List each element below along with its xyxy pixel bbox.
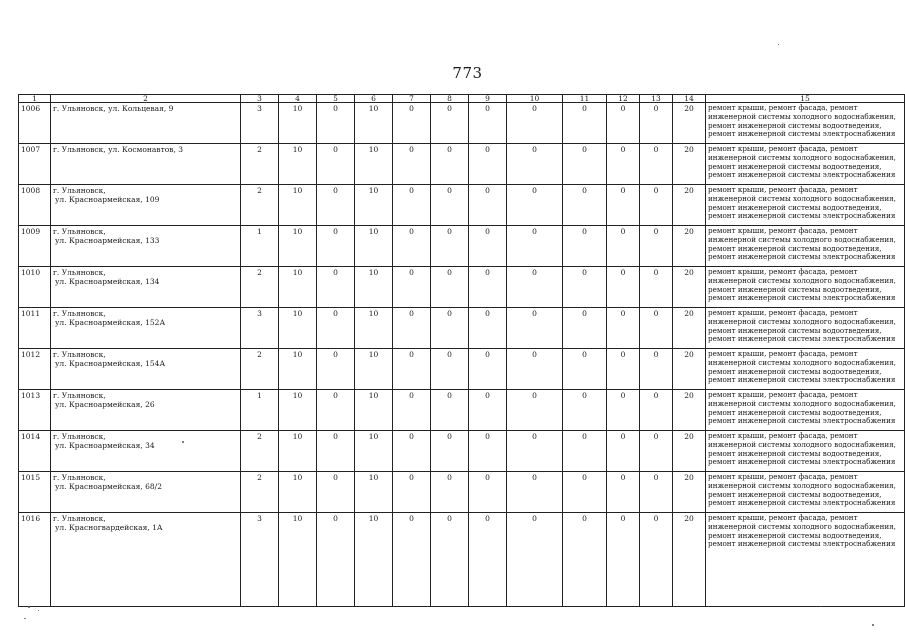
- value-cell-c6: 10: [355, 431, 393, 472]
- value-cell-c3: 1: [241, 390, 279, 431]
- value-cell-c8: 0: [431, 349, 469, 390]
- works-line: ремонт инженерной системы водоотведения,: [708, 284, 882, 294]
- value-cell-c14: 20: [673, 390, 706, 431]
- value-cell-c9: 0: [469, 472, 507, 513]
- value-cell-c10: 0: [507, 472, 563, 513]
- address-cell: [51, 267, 241, 308]
- column-header: 14: [673, 95, 706, 103]
- value-cell-c8: 0: [431, 267, 469, 308]
- value-cell-c4: 10: [279, 103, 317, 144]
- column-header: 5: [317, 95, 355, 103]
- value-cell-c11: 0: [563, 103, 607, 144]
- address-line: г. Ульяновск, ул. Кольцевая, 9: [53, 104, 174, 113]
- address-line: г. Ульяновск, ул. Космонавтов, 3: [53, 145, 184, 154]
- value-cell-c6: 10: [355, 513, 393, 607]
- value-cell-c10: 0: [507, 431, 563, 472]
- address-cell: [51, 349, 241, 390]
- value-cell-c13: 0: [640, 226, 673, 267]
- table-row: [19, 513, 905, 607]
- value-cell-c14: 20: [673, 308, 706, 349]
- table-row: [19, 308, 905, 349]
- works-line: ремонт инженерной системы электроснабжения: [708, 416, 896, 426]
- value-cell-c9: 0: [469, 390, 507, 431]
- row-number: 1009: [19, 226, 51, 267]
- value-cell-c9: 0: [469, 144, 507, 185]
- scan-speck: [872, 624, 874, 626]
- value-cell-c8: 0: [431, 472, 469, 513]
- value-cell-c10: 0: [507, 390, 563, 431]
- address-cell: [51, 472, 241, 513]
- works-cell: [706, 226, 905, 267]
- works-line: ремонт инженерной системы водоотведения,: [708, 407, 882, 417]
- column-header: 15: [706, 95, 905, 103]
- value-cell-c14: 20: [673, 431, 706, 472]
- value-cell-c8: 0: [431, 103, 469, 144]
- value-cell-c4: 10: [279, 431, 317, 472]
- works-line: ремонт крыши, ремонт фасада, ремонт: [708, 513, 858, 522]
- value-cell-c5: 0: [317, 390, 355, 431]
- value-cell-c3: 3: [241, 308, 279, 349]
- value-cell-c6: 10: [355, 472, 393, 513]
- address-line: г. Ульяновск,: [53, 473, 106, 482]
- value-cell-c14: 20: [673, 472, 706, 513]
- table-row: [19, 431, 905, 472]
- value-cell-c6: 10: [355, 390, 393, 431]
- address-line: г. Ульяновск,: [53, 227, 106, 236]
- works-line: инженерной системы холодного водоснабжения,: [708, 234, 896, 244]
- works-line: инженерной системы холодного водоснабжения,: [708, 193, 896, 203]
- address-line: ул. Красноармейская, 34: [55, 441, 155, 450]
- value-cell-c5: 0: [317, 226, 355, 267]
- scan-speck: [38, 610, 39, 611]
- works-line: инженерной системы холодного водоснабжения,: [708, 152, 896, 162]
- works-line: ремонт крыши, ремонт фасада, ремонт: [708, 226, 858, 235]
- value-cell-c3: 3: [241, 103, 279, 144]
- value-cell-c14: 20: [673, 349, 706, 390]
- works-line: ремонт инженерной системы водоотведения,: [708, 489, 882, 499]
- scan-speck: [182, 441, 184, 443]
- value-cell-c6: 10: [355, 349, 393, 390]
- works-line: ремонт инженерной системы водоотведения,: [708, 243, 882, 253]
- row-number: 1014: [19, 431, 51, 472]
- value-cell-c3: 1: [241, 226, 279, 267]
- works-line: ремонт крыши, ремонт фасада, ремонт: [708, 431, 858, 440]
- value-cell-c10: 0: [507, 226, 563, 267]
- page-number: 773: [452, 64, 483, 82]
- address-cell: [51, 226, 241, 267]
- value-cell-c7: 0: [393, 472, 431, 513]
- value-cell-c14: 20: [673, 103, 706, 144]
- value-cell-c13: 0: [640, 513, 673, 607]
- value-cell-c8: 0: [431, 390, 469, 431]
- works-line: инженерной системы холодного водоснабжения,: [708, 521, 896, 531]
- value-cell-c14: 20: [673, 185, 706, 226]
- value-cell-c9: 0: [469, 349, 507, 390]
- address-cell: [51, 308, 241, 349]
- column-header: 11: [563, 95, 607, 103]
- works-line: ремонт инженерной системы водоотведения,: [708, 448, 882, 458]
- value-cell-c6: 10: [355, 308, 393, 349]
- value-cell-c14: 20: [673, 144, 706, 185]
- works-line: ремонт инженерной системы водоотведения,: [708, 202, 882, 212]
- works-line: ремонт инженерной системы электроснабжения: [708, 539, 896, 549]
- works-cell: [706, 308, 905, 349]
- value-cell-c13: 0: [640, 472, 673, 513]
- value-cell-c7: 0: [393, 267, 431, 308]
- value-cell-c12: 0: [607, 308, 640, 349]
- value-cell-c14: 20: [673, 267, 706, 308]
- works-cell: [706, 472, 905, 513]
- works-cell: [706, 103, 905, 144]
- value-cell-c3: 2: [241, 472, 279, 513]
- value-cell-c9: 0: [469, 226, 507, 267]
- value-cell-c4: 10: [279, 390, 317, 431]
- works-cell: [706, 513, 905, 607]
- works-line: инженерной системы холодного водоснабжения,: [708, 316, 896, 326]
- value-cell-c9: 0: [469, 308, 507, 349]
- value-cell-c8: 0: [431, 308, 469, 349]
- value-cell-c10: 0: [507, 513, 563, 607]
- column-header: 7: [393, 95, 431, 103]
- address-cell: [51, 431, 241, 472]
- value-cell-c7: 0: [393, 431, 431, 472]
- works-line: ремонт крыши, ремонт фасада, ремонт: [708, 185, 858, 194]
- address-cell: [51, 185, 241, 226]
- scan-speck: [820, 606, 821, 607]
- column-header: 1: [19, 95, 51, 103]
- value-cell-c4: 10: [279, 308, 317, 349]
- row-number: 1013: [19, 390, 51, 431]
- value-cell-c13: 0: [640, 431, 673, 472]
- column-header: 8: [431, 95, 469, 103]
- value-cell-c10: 0: [507, 103, 563, 144]
- value-cell-c11: 0: [563, 185, 607, 226]
- column-header: 6: [355, 95, 393, 103]
- column-header: 12: [607, 95, 640, 103]
- value-cell-c7: 0: [393, 349, 431, 390]
- value-cell-c3: 2: [241, 185, 279, 226]
- value-cell-c12: 0: [607, 267, 640, 308]
- value-cell-c4: 10: [279, 267, 317, 308]
- value-cell-c4: 10: [279, 472, 317, 513]
- works-line: ремонт инженерной системы электроснабжения: [708, 293, 896, 303]
- works-line: ремонт инженерной системы электроснабжения: [708, 498, 896, 508]
- works-line: ремонт крыши, ремонт фасада, ремонт: [708, 472, 858, 481]
- value-cell-c7: 0: [393, 226, 431, 267]
- address-line: ул. Красноармейская, 133: [55, 236, 160, 245]
- column-header: 10: [507, 95, 563, 103]
- value-cell-c12: 0: [607, 431, 640, 472]
- value-cell-c6: 10: [355, 144, 393, 185]
- value-cell-c12: 0: [607, 103, 640, 144]
- works-cell: [706, 349, 905, 390]
- value-cell-c9: 0: [469, 185, 507, 226]
- value-cell-c7: 0: [393, 513, 431, 607]
- address-line: ул. Красноармейская, 152А: [55, 318, 166, 327]
- value-cell-c11: 0: [563, 513, 607, 607]
- value-cell-c5: 0: [317, 267, 355, 308]
- column-header: 3: [241, 95, 279, 103]
- value-cell-c8: 0: [431, 513, 469, 607]
- address-cell: [51, 390, 241, 431]
- row-number: 1012: [19, 349, 51, 390]
- works-line: ремонт инженерной системы водоотведения,: [708, 530, 882, 540]
- value-cell-c10: 0: [507, 349, 563, 390]
- row-number: 1010: [19, 267, 51, 308]
- value-cell-c5: 0: [317, 431, 355, 472]
- value-cell-c5: 0: [317, 513, 355, 607]
- row-number: 1006: [19, 103, 51, 144]
- works-cell: [706, 185, 905, 226]
- works-line: инженерной системы холодного водоснабжения,: [708, 275, 896, 285]
- registry-body: [19, 95, 905, 607]
- works-line: ремонт инженерной системы водоотведения,: [708, 325, 882, 335]
- works-line: ремонт инженерной системы электроснабжения: [708, 129, 896, 139]
- table-row: [19, 349, 905, 390]
- works-line: ремонт инженерной системы водоотведения,: [708, 366, 882, 376]
- value-cell-c7: 0: [393, 144, 431, 185]
- value-cell-c10: 0: [507, 144, 563, 185]
- value-cell-c10: 0: [507, 308, 563, 349]
- value-cell-c5: 0: [317, 103, 355, 144]
- address-line: г. Ульяновск,: [53, 186, 106, 195]
- value-cell-c11: 0: [563, 226, 607, 267]
- works-line: ремонт инженерной системы электроснабжения: [708, 252, 896, 262]
- value-cell-c13: 0: [640, 144, 673, 185]
- value-cell-c8: 0: [431, 226, 469, 267]
- table-row: [19, 390, 905, 431]
- address-line: г. Ульяновск,: [53, 432, 106, 441]
- column-header: 2: [51, 95, 241, 103]
- value-cell-c7: 0: [393, 185, 431, 226]
- address-line: ул. Красноармейская, 134: [55, 277, 160, 286]
- works-cell: [706, 390, 905, 431]
- value-cell-c11: 0: [563, 267, 607, 308]
- value-cell-c4: 10: [279, 513, 317, 607]
- address-cell: [51, 103, 241, 144]
- value-cell-c5: 0: [317, 308, 355, 349]
- value-cell-c13: 0: [640, 267, 673, 308]
- works-line: ремонт инженерной системы электроснабжения: [708, 170, 896, 180]
- registry-table: [18, 94, 905, 607]
- value-cell-c10: 0: [507, 267, 563, 308]
- table-row: [19, 103, 905, 144]
- address-line: ул. Красноармейская, 26: [55, 400, 155, 409]
- value-cell-c11: 0: [563, 144, 607, 185]
- value-cell-c4: 10: [279, 185, 317, 226]
- value-cell-c9: 0: [469, 431, 507, 472]
- address-line: ул. Красногвардейская, 1А: [55, 523, 163, 532]
- value-cell-c5: 0: [317, 472, 355, 513]
- column-header: 4: [279, 95, 317, 103]
- value-cell-c3: 2: [241, 349, 279, 390]
- value-cell-c12: 0: [607, 472, 640, 513]
- value-cell-c11: 0: [563, 472, 607, 513]
- value-cell-c12: 0: [607, 185, 640, 226]
- value-cell-c8: 0: [431, 431, 469, 472]
- column-header: 13: [640, 95, 673, 103]
- table-row: [19, 267, 905, 308]
- value-cell-c3: 2: [241, 267, 279, 308]
- works-line: ремонт крыши, ремонт фасада, ремонт: [708, 349, 858, 358]
- value-cell-c7: 0: [393, 308, 431, 349]
- address-line: г. Ульяновск,: [53, 309, 106, 318]
- value-cell-c5: 0: [317, 185, 355, 226]
- row-number: 1007: [19, 144, 51, 185]
- value-cell-c8: 0: [431, 144, 469, 185]
- table-row: [19, 472, 905, 513]
- value-cell-c13: 0: [640, 103, 673, 144]
- value-cell-c6: 10: [355, 226, 393, 267]
- value-cell-c6: 10: [355, 103, 393, 144]
- works-cell: [706, 144, 905, 185]
- scan-speck: [24, 618, 26, 619]
- value-cell-c12: 0: [607, 390, 640, 431]
- value-cell-c8: 0: [431, 185, 469, 226]
- value-cell-c13: 0: [640, 349, 673, 390]
- value-cell-c12: 0: [607, 226, 640, 267]
- works-line: инженерной системы холодного водоснабжения,: [708, 357, 896, 367]
- row-number: 1015: [19, 472, 51, 513]
- value-cell-c11: 0: [563, 390, 607, 431]
- value-cell-c4: 10: [279, 349, 317, 390]
- value-cell-c9: 0: [469, 103, 507, 144]
- works-line: ремонт крыши, ремонт фасада, ремонт: [708, 308, 858, 317]
- row-number: 1008: [19, 185, 51, 226]
- value-cell-c11: 0: [563, 431, 607, 472]
- works-line: ремонт крыши, ремонт фасада, ремонт: [708, 103, 858, 112]
- value-cell-c12: 0: [607, 513, 640, 607]
- address-line: ул. Красноармейская, 154А: [55, 359, 166, 368]
- column-header: 9: [469, 95, 507, 103]
- value-cell-c7: 0: [393, 103, 431, 144]
- row-number: 1016: [19, 513, 51, 607]
- value-cell-c11: 0: [563, 349, 607, 390]
- address-cell: [51, 144, 241, 185]
- address-line: ул. Красноармейская, 68/2: [55, 482, 162, 491]
- value-cell-c6: 10: [355, 267, 393, 308]
- value-cell-c12: 0: [607, 349, 640, 390]
- scan-speck: [778, 44, 779, 45]
- value-cell-c9: 0: [469, 267, 507, 308]
- value-cell-c3: 2: [241, 144, 279, 185]
- works-line: инженерной системы холодного водоснабжения,: [708, 439, 896, 449]
- works-cell: [706, 267, 905, 308]
- scan-speck: [28, 606, 30, 608]
- works-line: ремонт инженерной системы электроснабжения: [708, 211, 896, 221]
- works-line: ремонт инженерной системы электроснабжения: [708, 375, 896, 385]
- address-line: г. Ульяновск,: [53, 514, 106, 523]
- works-line: ремонт инженерной системы электроснабжения: [708, 334, 896, 344]
- value-cell-c4: 10: [279, 226, 317, 267]
- value-cell-c4: 10: [279, 144, 317, 185]
- value-cell-c10: 0: [507, 185, 563, 226]
- works-line: ремонт инженерной системы водоотведения,: [708, 120, 882, 130]
- address-line: ул. Красноармейская, 109: [55, 195, 160, 204]
- row-number: 1011: [19, 308, 51, 349]
- value-cell-c3: 2: [241, 431, 279, 472]
- value-cell-c5: 0: [317, 349, 355, 390]
- value-cell-c5: 0: [317, 144, 355, 185]
- works-line: инженерной системы холодного водоснабжения,: [708, 480, 896, 490]
- table-row: [19, 185, 905, 226]
- works-cell: [706, 431, 905, 472]
- works-line: ремонт крыши, ремонт фасада, ремонт: [708, 390, 858, 399]
- value-cell-c12: 0: [607, 144, 640, 185]
- column-number-row: [19, 95, 905, 103]
- address-line: г. Ульяновск,: [53, 391, 106, 400]
- works-line: инженерной системы холодного водоснабжения,: [708, 111, 896, 121]
- table-row: [19, 144, 905, 185]
- value-cell-c14: 20: [673, 513, 706, 607]
- works-line: ремонт крыши, ремонт фасада, ремонт: [708, 144, 858, 153]
- value-cell-c13: 0: [640, 185, 673, 226]
- works-line: инженерной системы холодного водоснабжения,: [708, 398, 896, 408]
- value-cell-c7: 0: [393, 390, 431, 431]
- value-cell-c11: 0: [563, 308, 607, 349]
- value-cell-c3: 3: [241, 513, 279, 607]
- value-cell-c6: 10: [355, 185, 393, 226]
- value-cell-c9: 0: [469, 513, 507, 607]
- value-cell-c13: 0: [640, 308, 673, 349]
- works-line: ремонт инженерной системы электроснабжения: [708, 457, 896, 467]
- works-line: ремонт крыши, ремонт фасада, ремонт: [708, 267, 858, 276]
- value-cell-c14: 20: [673, 226, 706, 267]
- address-line: г. Ульяновск,: [53, 268, 106, 277]
- value-cell-c13: 0: [640, 390, 673, 431]
- address-line: г. Ульяновск,: [53, 350, 106, 359]
- works-line: ремонт инженерной системы водоотведения,: [708, 161, 882, 171]
- address-cell: [51, 513, 241, 607]
- table-row: [19, 226, 905, 267]
